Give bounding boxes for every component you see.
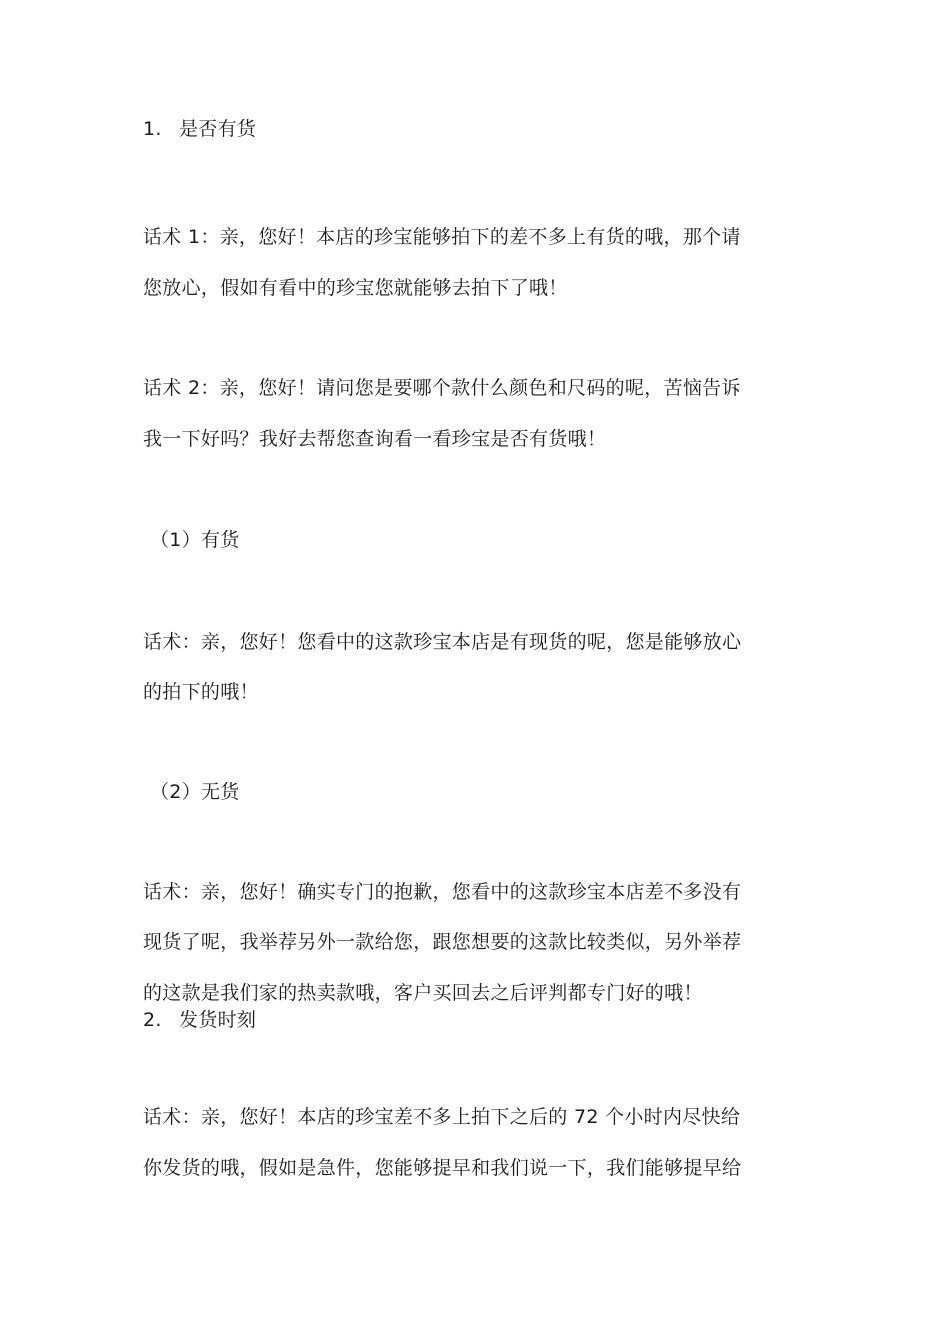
paragraph-line: 话术：亲，您好！本店的珍宝差不多上拍下之后的 72 个小时内尽快给 — [143, 1106, 741, 1128]
paragraph-line: 你发货的哦，假如是急件，您能够提早和我们说一下，我们能够提早给 — [143, 1157, 742, 1179]
paragraph-line: 的拍下的哦！ — [143, 681, 259, 703]
section-number: 2. — [143, 1009, 162, 1031]
subsection-label: （2）无货 — [150, 781, 240, 803]
section-heading — [143, 117, 256, 141]
paragraph-line: 我一下好吗？我好去帮您查询看一看珍宝是否有货哦！ — [143, 428, 607, 450]
paragraph-line: 您放心，假如有看中的珍宝您就能够去拍下了哦！ — [143, 277, 568, 299]
paragraph-line: 的这款是我们家的热卖款哦，客户买回去之后评判都专门好的哦！ — [143, 982, 703, 1004]
paragraph-line: 话术 2：亲，您好！请问您是要哪个款什么颜色和尺码的呢，苦恼告诉 — [143, 377, 741, 399]
section-number: 1. — [143, 118, 162, 140]
paragraph-line: 现货了呢，我举荐另外一款给您，跟您想要的这款比较类似，另外举荐 — [143, 931, 742, 953]
subsection-label: （1）有货 — [150, 529, 240, 551]
paragraph-line: 话术：亲，您好！确实专门的抱歉，您看中的这款珍宝本店差不多没有 — [143, 881, 742, 903]
section-heading — [143, 1008, 256, 1032]
section-title: 是否有货 — [179, 118, 257, 140]
paragraph-line: 话术 1：亲，您好！本店的珍宝能够拍下的差不多上有货的哦，那个请 — [143, 226, 741, 248]
section-title: 发货时刻 — [179, 1009, 257, 1031]
paragraph-line: 话术：亲，您好！您看中的这款珍宝本店是有现货的呢，您是能够放心 — [143, 631, 742, 653]
